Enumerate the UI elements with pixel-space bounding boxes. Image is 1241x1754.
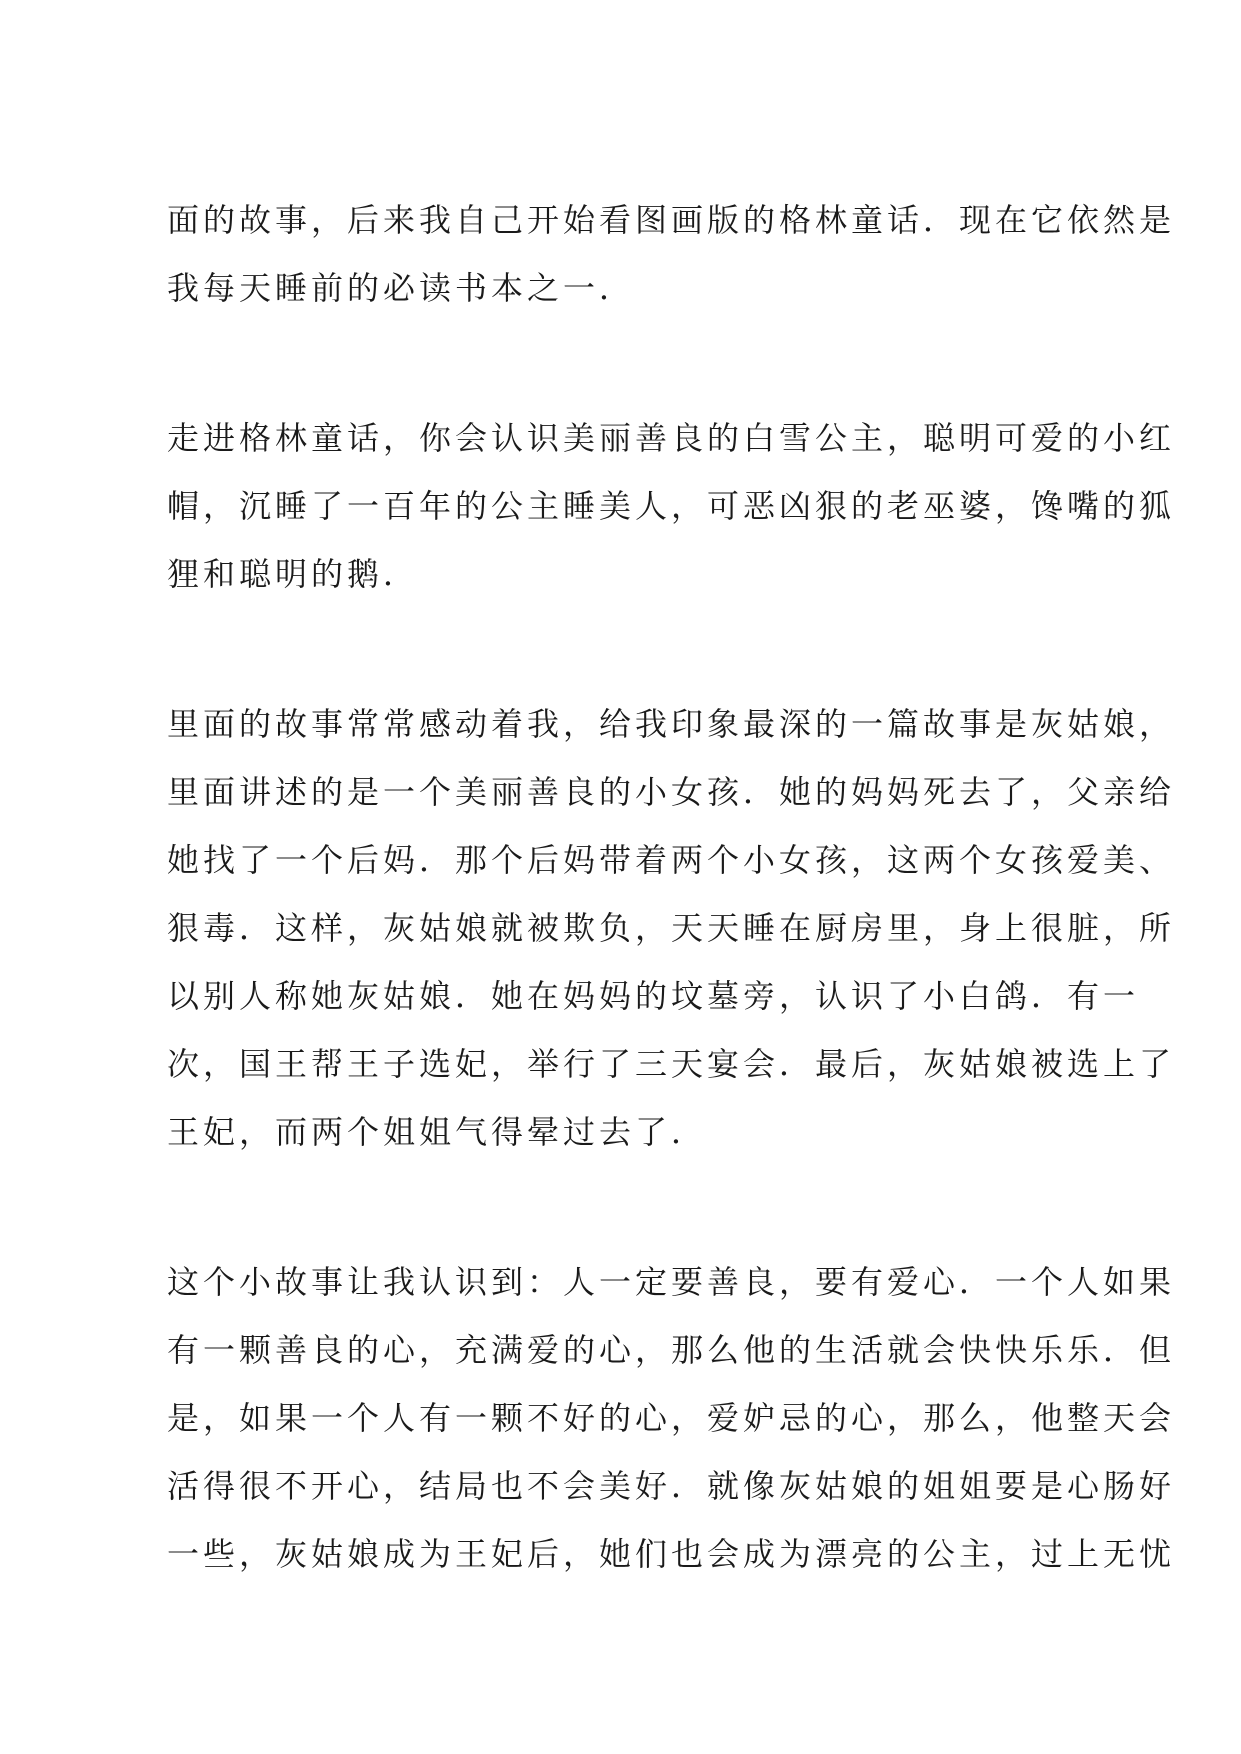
paragraph-2-line-2: 帽，沉睡了一百年的公主睡美人，可恶凶狠的老巫婆，馋嘴的狐: [167, 487, 1176, 525]
paragraph-4-line-1: 这个小故事让我认识到：人一定要善良，要有爱心．一个人如果: [167, 1263, 1176, 1301]
paragraph-4-line-2: 有一颗善良的心，充满爱的心，那么他的生活就会快快乐乐．但: [167, 1331, 1176, 1369]
paragraph-3-line-2: 里面讲述的是一个美丽善良的小女孩．她的妈妈死去了，父亲给: [167, 773, 1176, 811]
paragraph-3-line-6: 次，国王帮王子选妃，举行了三天宴会．最后，灰姑娘被选上了: [167, 1045, 1176, 1083]
paragraph-4-line-3: 是，如果一个人有一颗不好的心，爱妒忌的心，那么，他整天会: [167, 1399, 1176, 1437]
paragraph-1-line-1: 面的故事，后来我自己开始看图画版的格林童话．现在它依然是: [167, 201, 1176, 239]
paragraph-3-line-1: 里面的故事常常感动着我，给我印象最深的一篇故事是灰姑娘，: [167, 705, 1176, 743]
paragraph-3-line-5: 以别人称她灰姑娘．她在妈妈的坟墓旁，认识了小白鸽．有一: [167, 977, 1140, 1015]
paragraph-1-line-2: 我每天睡前的必读书本之一．: [167, 269, 636, 307]
paragraph-4-line-4: 活得很不开心，结局也不会美好．就像灰姑娘的姐姐要是心肠好: [167, 1467, 1176, 1505]
paragraph-2-line-1: 走进格林童话，你会认识美丽善良的白雪公主，聪明可爱的小红: [167, 419, 1176, 457]
paragraph-3-line-7: 王妃，而两个姐姐气得晕过去了．: [167, 1113, 708, 1151]
paragraph-2-line-3: 狸和聪明的鹅．: [167, 555, 420, 593]
paragraph-3-line-4: 狠毒．这样，灰姑娘就被欺负，天天睡在厨房里，身上很脏，所: [167, 909, 1176, 947]
paragraph-4-line-5: 一些，灰姑娘成为王妃后，她们也会成为漂亮的公主，过上无忧: [167, 1535, 1176, 1573]
paragraph-3-line-3: 她找了一个后妈．那个后妈带着两个小女孩，这两个女孩爱美、: [167, 841, 1176, 879]
